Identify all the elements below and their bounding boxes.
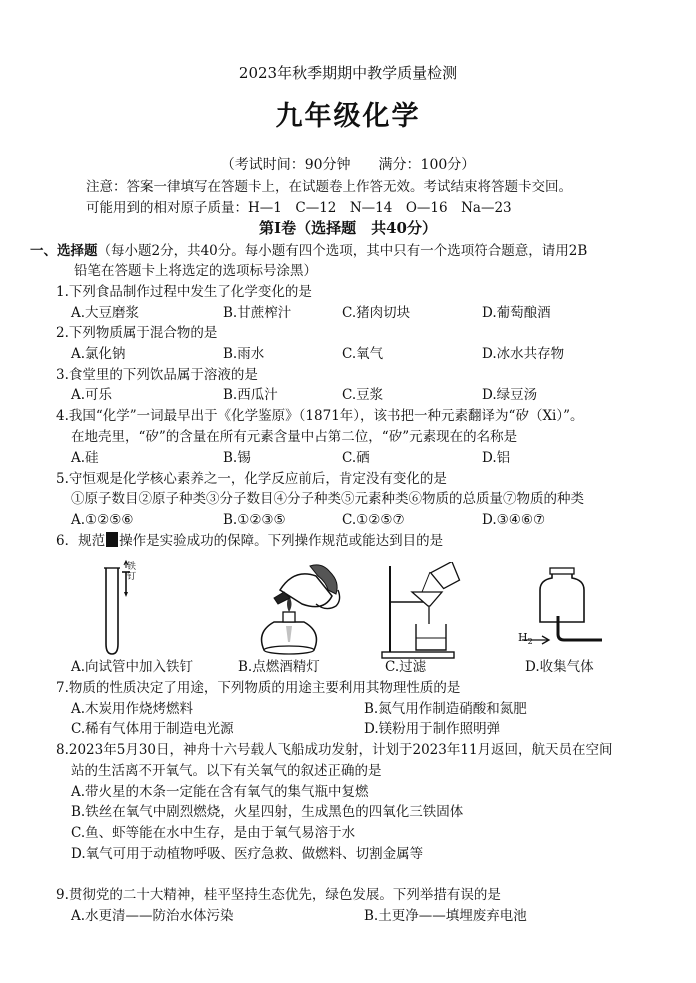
q7-option-c: C.稀有气体用于制造电光源 — [71, 721, 234, 737]
q8-stem-1: 8.2023年5月30日，神舟十六号载人飞船成功发射，计划于2023年11月返回，航天员在空间 — [56, 742, 613, 758]
q7-option-d: D.镁粉用于制作照明弹 — [364, 721, 501, 737]
nail-label: 铁钉 — [127, 562, 137, 582]
q5-option-a: A.①②⑤⑥ — [71, 512, 134, 528]
q2-option-d: D.冰水共存物 — [482, 346, 565, 362]
q8-option-a: A.带火星的木条一定能在含有氧气的集气瓶中复燃 — [71, 784, 369, 800]
time-score: （考试时间：90分钟 满分：100分） — [220, 157, 476, 173]
h2-label — [518, 629, 533, 651]
figure-alcohol-lamp — [250, 560, 345, 660]
q7-option-b: B.氮气用作制造硝酸和氮肥 — [364, 701, 527, 717]
q8-option-c: C.鱼、虾等能在水中生存，是由于氧气易溶于水 — [71, 825, 356, 841]
q2-option-c: C.氧气 — [342, 346, 384, 362]
section-title: 第Ⅰ卷（选择题 共40分） — [259, 219, 437, 237]
q1-option-b: B.甘蔗榨汁 — [223, 305, 292, 321]
q2-stem: 2.下列物质属于混合物的是 — [56, 325, 218, 341]
q6-stem — [56, 532, 443, 550]
q6-option-a: A.向试管中加入铁钉 — [71, 659, 194, 675]
q5-stem: 5.守恒观是化学核心素养之一，化学反应前后，肯定没有变化的是 — [56, 471, 447, 487]
q3-option-b: B.西瓜汁 — [223, 387, 278, 403]
part1-heading-bold: 一、选择题 — [30, 243, 98, 259]
q5-option-d: D.③④⑥⑦ — [482, 512, 546, 528]
figure-filtration — [378, 562, 474, 660]
exam-note: 注意：答案一律填写在答题卡上，在试题卷上作答无效。考试结束将答题卡交回。 — [86, 179, 572, 195]
test-tube-icon — [106, 568, 118, 654]
q7-stem: 7.物质的性质决定了用途，下列物质的用途主要利用其物理性质的是 — [56, 680, 461, 696]
q2-option-b: B.雨水 — [223, 346, 265, 362]
q4-option-c: C.硒 — [342, 450, 370, 466]
q9-option-a: A.水更清——防治水体污染 — [71, 908, 234, 924]
q9-option-b: B.土更净——填埋废弃电池 — [364, 908, 527, 924]
subject-title: 九年级化学 — [275, 101, 421, 132]
q6-stem-pre: 6．规范 — [56, 533, 106, 549]
q3-option-c: C.豆浆 — [342, 387, 384, 403]
q8-stem-2: 站的生活离不开氧气。以下有关氧气的叙述正确的是 — [71, 763, 382, 779]
q3-option-d: D.绿豆汤 — [482, 387, 538, 403]
funnel-icon — [412, 592, 442, 606]
part1-heading-rest: （每小题2分，共40分。每小题有四个选项，其中只有一个选项符合题意，请用2B — [97, 243, 588, 259]
q1-option-c: C.猪肉切块 — [342, 305, 411, 321]
q6-stem-post: 操作是实验成功的保障。下列操作规范或能达到目的是 — [119, 533, 444, 549]
part1-heading — [30, 242, 587, 260]
q4-option-b: B.锡 — [223, 450, 251, 466]
q9-stem: 9.贯彻党的二十大精神，桂平坚持生态优先，绿色发展。下列举措有误的是 — [56, 887, 501, 903]
h2-label-sub: 2 — [527, 637, 533, 647]
q4-stem-2: 在地壳里，“矽”的含量在所有元素含量中占第二位，“矽”元素现在的名称是 — [71, 429, 518, 445]
q4-stem-1: 4.我国“化学”一词最早出于《化学鉴原》（1871年），该书把一种元素翻译为“矽（Xi）”。 — [56, 408, 584, 424]
atomic-mass-line: 可能用到的相对原子质量：H—1 C—12 N—14 O—16 Na—23 — [86, 200, 512, 216]
q8-option-d: D.氧气可用于动植物呼吸、医疗急救、做燃料、切割金属等 — [71, 846, 424, 862]
exam-title: 2023年秋季期期中教学质量检测 — [238, 64, 458, 82]
q1-option-d: D.葡萄酿酒 — [482, 305, 551, 321]
q4-option-d: D.铝 — [482, 450, 511, 466]
q5-items: ①原子数目②原子种类③分子数目④分子种类⑤元素种类⑥物质的总质量⑦物质的种类 — [71, 491, 584, 507]
q6-option-b: B.点燃酒精灯 — [238, 659, 320, 675]
redaction-mark — [106, 532, 118, 547]
gas-bottle-icon — [540, 572, 584, 622]
q1-stem: 1.下列食品制作过程中发生了化学变化的是 — [56, 284, 312, 300]
q6-option-c: C.过滤 — [385, 659, 427, 675]
q1-option-a: A.大豆磨浆 — [71, 305, 140, 321]
q2-option-a: A.氯化钠 — [71, 346, 126, 362]
q3-option-a: A.可乐 — [71, 387, 113, 403]
q4-option-a: A.硅 — [71, 450, 99, 466]
beaker-icon — [416, 624, 446, 650]
part1-heading-cont: 铅笔在答题卡上将选定的选项标号涂黑） — [74, 263, 317, 279]
q5-option-c: C.①②⑤⑦ — [342, 512, 405, 528]
h2-label-main: H — [518, 631, 528, 644]
q6-option-d: D.收集气体 — [525, 659, 594, 675]
q5-option-b: B.①②③⑤ — [223, 512, 286, 528]
q3-stem: 3.食堂里的下列饮品属于溶液的是 — [56, 367, 258, 383]
q7-option-a: A.木炭用作烧烤燃料 — [71, 701, 194, 717]
q8-option-b: B.铁丝在氧气中剧烈燃烧，火星四射，生成黑色的四氧化三铁固体 — [71, 804, 464, 820]
